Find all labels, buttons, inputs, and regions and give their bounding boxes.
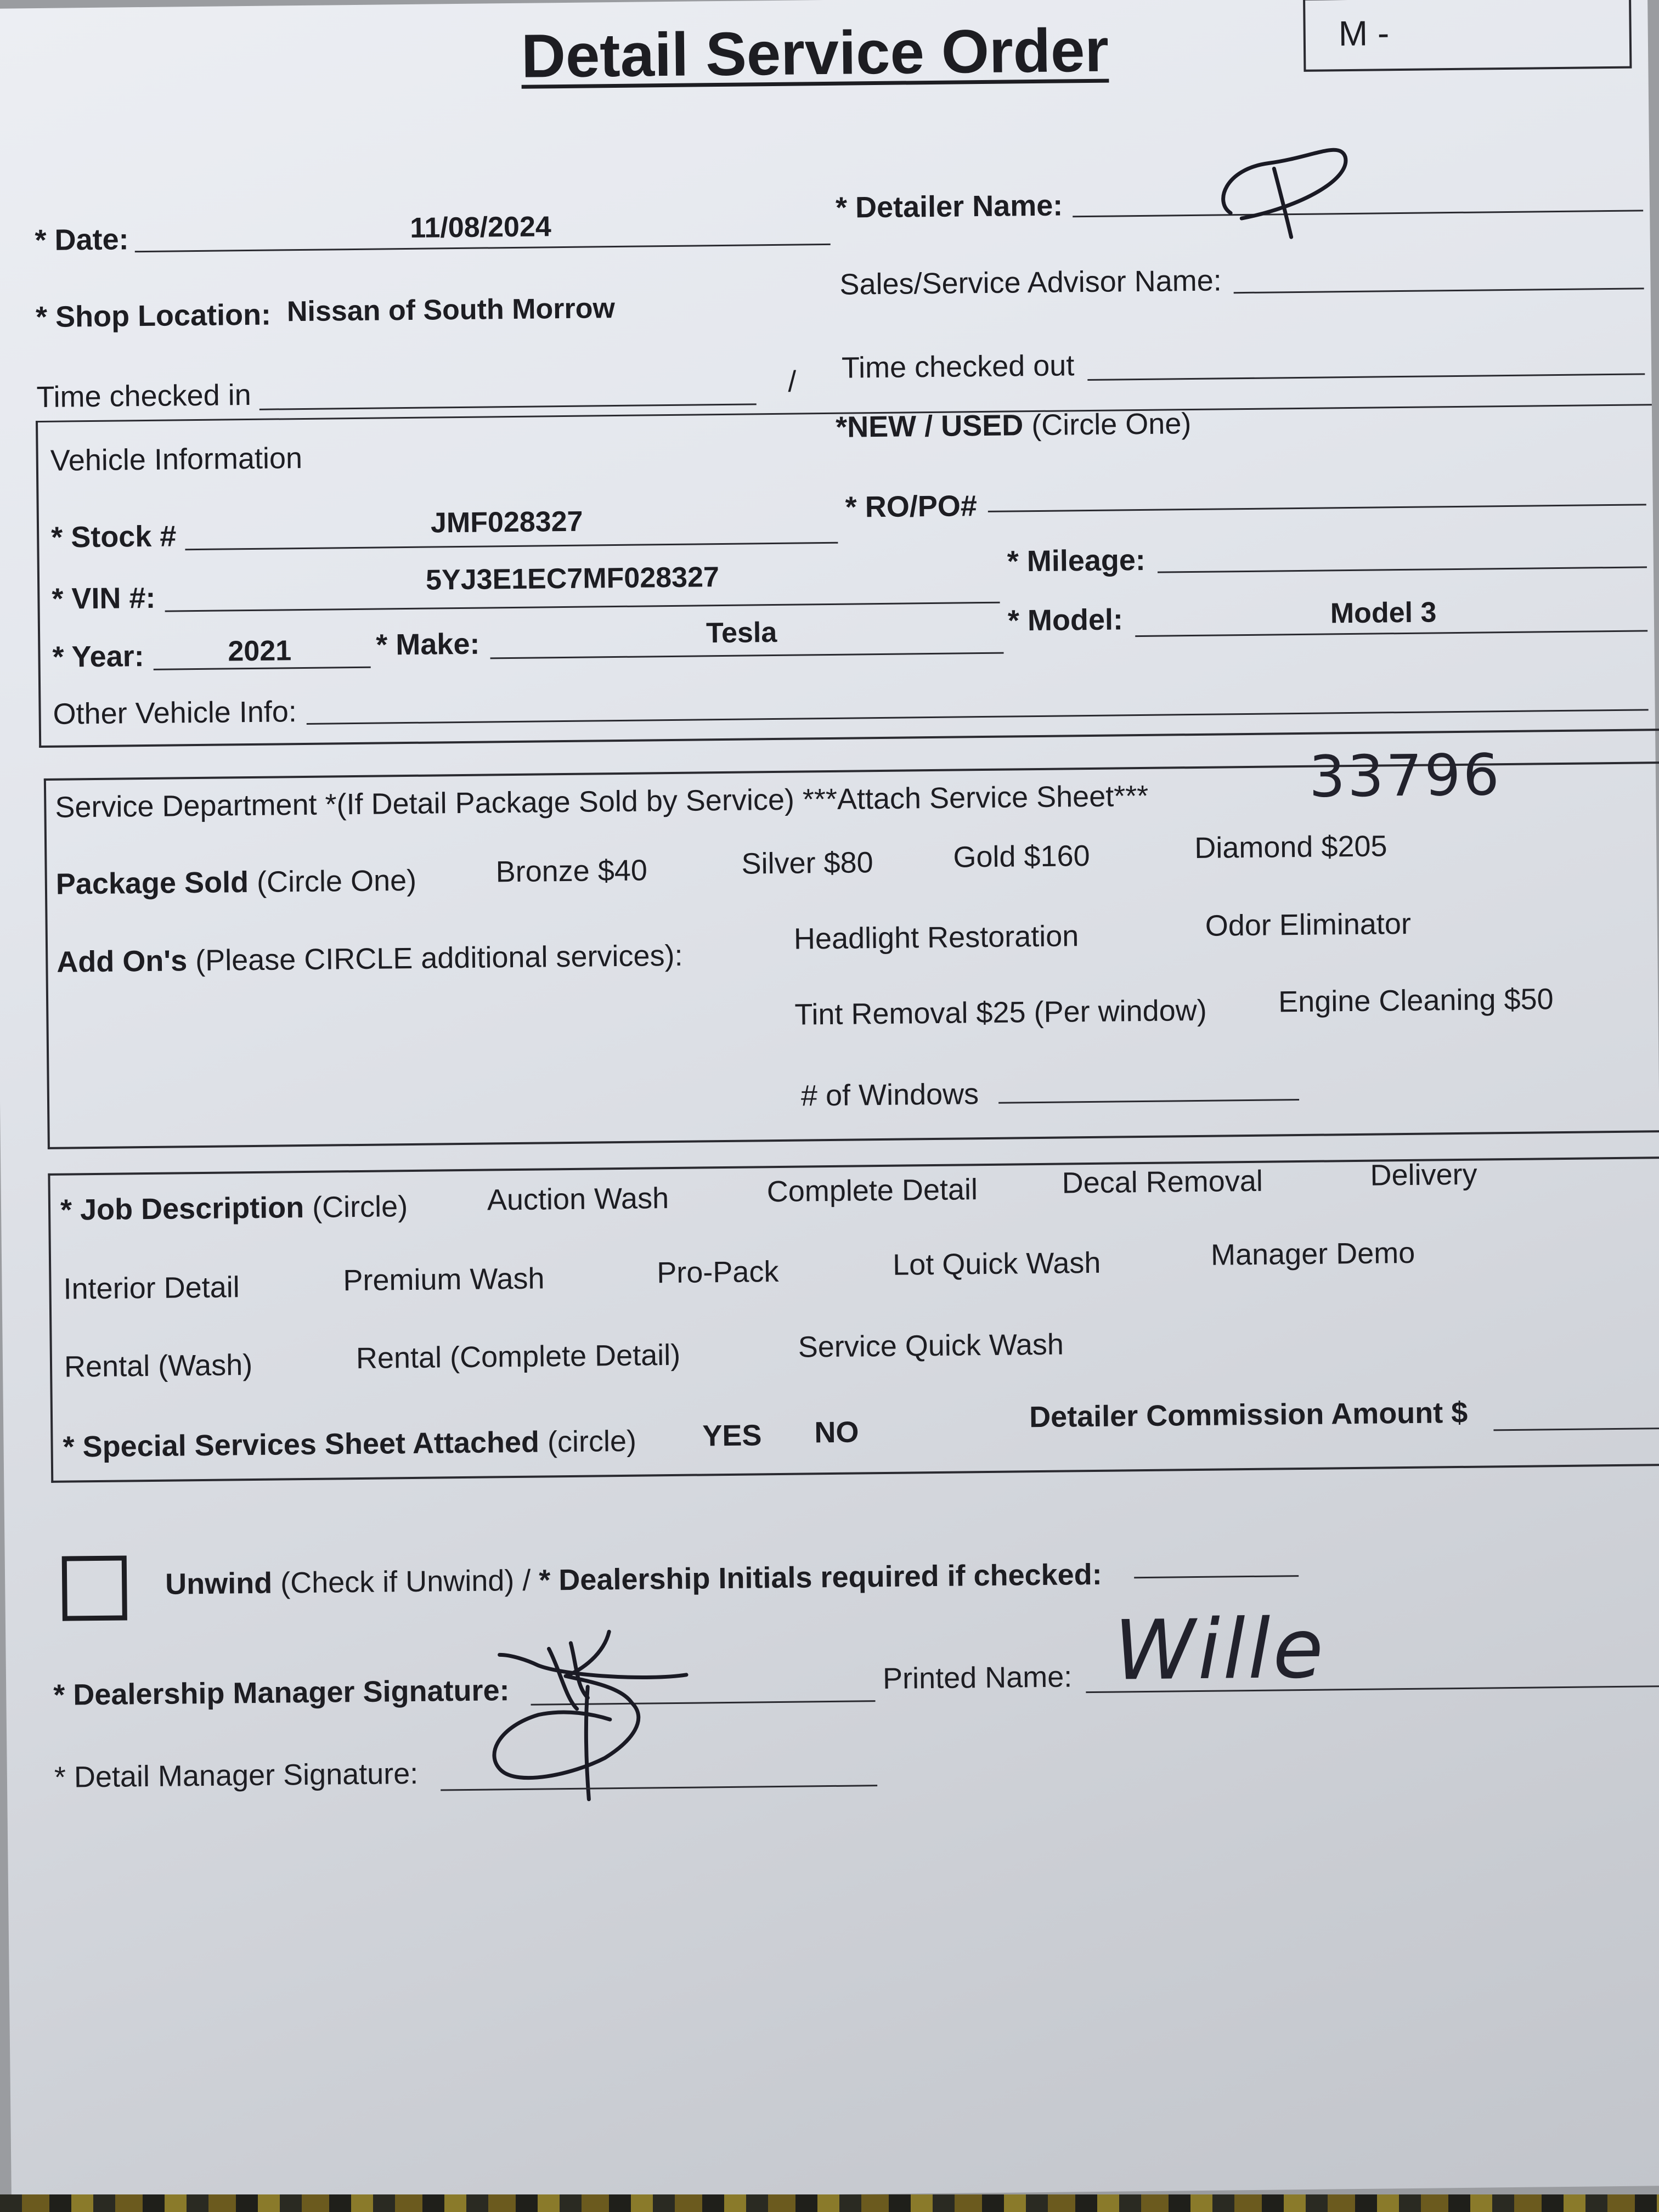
package-sold-label: Package Sold	[55, 866, 249, 901]
job-pro-pack[interactable]: Pro-Pack	[657, 1255, 779, 1290]
year-label: * Year:	[52, 640, 144, 674]
add-ons-row	[57, 939, 683, 979]
time-in-field[interactable]	[259, 403, 757, 410]
add-ons-label: Add On's	[57, 944, 188, 979]
job-description-row	[60, 1189, 408, 1227]
addon-odor-eliminator[interactable]: Odor Eliminator	[1205, 907, 1412, 943]
date-field[interactable]: 11/08/2024	[410, 211, 552, 244]
new-used-hint: (Circle One)	[1031, 407, 1192, 442]
dealership-manager-signature	[466, 1620, 698, 1803]
job-delivery[interactable]: Delivery	[1370, 1158, 1477, 1192]
handwritten-number: 33796	[1308, 741, 1502, 810]
vin-field[interactable]: 5YJ3E1EC7MF028327	[425, 561, 720, 596]
unwind-hint: (Check if Unwind) /	[280, 1564, 531, 1600]
shop-location-value: Nissan of South Morrow	[286, 292, 616, 328]
job-interior-detail[interactable]: Interior Detail	[63, 1271, 240, 1306]
job-description-label: * Job Description	[60, 1191, 304, 1227]
special-services-no[interactable]: NO	[814, 1415, 859, 1449]
advisor-name-field[interactable]	[1234, 287, 1644, 294]
commission-label: Detailer Commission Amount $	[1029, 1396, 1468, 1434]
shop-location-label: * Shop Location:	[35, 298, 272, 334]
special-services-label: * Special Services Sheet Attached	[63, 1425, 540, 1464]
make-label: * Make:	[376, 627, 480, 662]
time-in-label: Time checked in	[36, 378, 252, 414]
m-number-label: M -	[1338, 13, 1390, 54]
job-rental-wash[interactable]: Rental (Wash)	[64, 1348, 253, 1384]
printed-name-field[interactable]: Wille	[1113, 1601, 1327, 1699]
job-auction-wash[interactable]: Auction Wash	[487, 1182, 669, 1217]
job-description-hint: (Circle)	[312, 1190, 408, 1224]
year-field[interactable]: 2021	[228, 635, 292, 668]
detailer-signature-mark	[1208, 135, 1352, 241]
job-manager-demo[interactable]: Manager Demo	[1210, 1236, 1415, 1272]
unwind-checkbox[interactable]	[62, 1555, 127, 1621]
package-sold-hint: (Circle One)	[256, 864, 417, 899]
form-title: Detail Service Order	[521, 15, 1109, 91]
special-services-hint: (circle)	[547, 1424, 637, 1459]
table-surface-edge	[0, 2194, 1659, 2212]
time-out-label: Time checked out	[841, 349, 1075, 385]
vin-label: * VIN #:	[52, 581, 156, 616]
make-field[interactable]: Tesla	[706, 616, 777, 650]
dealership-initials-label: * Dealership Initials required if checked:	[539, 1558, 1102, 1597]
ro-po-label: * RO/PO#	[845, 489, 978, 524]
dealership-initials-field[interactable]	[1134, 1575, 1299, 1578]
special-services-row	[63, 1424, 636, 1464]
date-label: * Date:	[35, 223, 129, 257]
addon-engine-cleaning[interactable]: Engine Cleaning $50	[1278, 983, 1554, 1019]
model-label: * Model:	[1007, 603, 1124, 637]
slash-divider: /	[788, 365, 797, 398]
printed-name-label: Printed Name:	[882, 1660, 1073, 1696]
job-complete-detail[interactable]: Complete Detail	[766, 1173, 978, 1209]
new-used-label: *NEW / USED	[835, 409, 1024, 444]
detailer-name-label: * Detailer Name:	[835, 189, 1063, 224]
detail-manager-signature-label: * Detail Manager Signature:	[54, 1757, 419, 1794]
service-dept-heading: Service Department *(If Detail Package Sold by Service) ***Attach Service Sheet***	[55, 779, 1149, 824]
job-rental-complete-detail[interactable]: Rental (Complete Detail)	[356, 1338, 681, 1375]
dealership-manager-signature-label: * Dealership Manager Signature:	[53, 1674, 510, 1712]
detailer-name-field[interactable]	[1073, 210, 1643, 217]
advisor-name-label: Sales/Service Advisor Name:	[839, 264, 1222, 301]
job-lot-quick-wash[interactable]: Lot Quick Wash	[892, 1246, 1101, 1282]
m-number-box[interactable]	[1303, 0, 1632, 72]
model-field[interactable]: Model 3	[1330, 596, 1437, 630]
package-sold-row	[56, 864, 417, 901]
unwind-label: Unwind	[165, 1566, 273, 1601]
job-decal-removal[interactable]: Decal Removal	[1062, 1164, 1263, 1200]
mileage-label: * Mileage:	[1007, 543, 1146, 578]
add-ons-hint: (Please CIRCLE additional services):	[195, 939, 683, 978]
addon-tint-removal[interactable]: Tint Removal $25 (Per window)	[794, 994, 1207, 1031]
unwind-row	[165, 1558, 1102, 1601]
new-used-selector[interactable]	[836, 407, 1192, 444]
stock-field[interactable]: JMF028327	[430, 505, 583, 539]
special-services-yes[interactable]: YES	[702, 1419, 762, 1453]
addon-headlight-restoration[interactable]: Headlight Restoration	[793, 919, 1079, 956]
job-service-quick-wash[interactable]: Service Quick Wash	[798, 1328, 1064, 1364]
job-premium-wash[interactable]: Premium Wash	[343, 1262, 545, 1297]
vehicle-info-heading: Vehicle Information	[50, 442, 303, 477]
stock-label: * Stock #	[50, 520, 177, 554]
package-silver[interactable]: Silver $80	[741, 846, 873, 881]
package-bronze[interactable]: Bronze $40	[495, 854, 648, 889]
time-out-field[interactable]	[1087, 373, 1645, 381]
package-gold[interactable]: Gold $160	[953, 839, 1090, 874]
windows-count-label: # of Windows	[800, 1077, 979, 1113]
package-diamond[interactable]: Diamond $205	[1194, 830, 1387, 865]
date-line	[135, 244, 831, 252]
other-info-label: Other Vehicle Info:	[53, 695, 297, 731]
